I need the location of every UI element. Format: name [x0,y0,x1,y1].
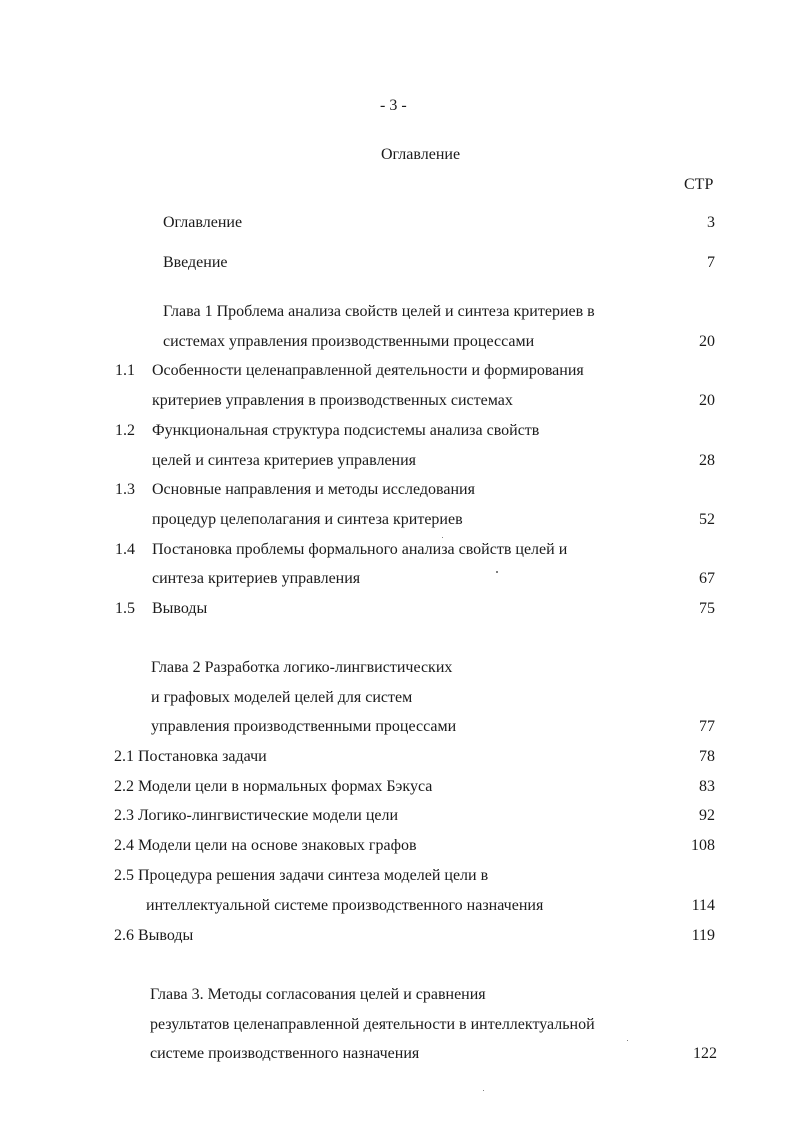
section-title-line: Особенности целенаправленной деятельности и формирования [152,362,584,379]
chapter-heading-line: результатов целенаправленной деятельности в интеллектуальной [150,1016,595,1033]
scan-speck [442,537,443,538]
toc-entry-page: 3 [707,214,715,231]
section-title-line: 2.6 Выводы [114,927,194,944]
toc-entry-page: 7 [707,254,715,271]
section-title-line: синтеза критериев управления [152,570,361,587]
chapter-heading-line: Глава 2 Разработка логико-лингвистических [151,659,453,676]
page-column-header: СТР [684,176,714,193]
section-number: 1.1 [115,362,135,379]
section-number: 1.2 [115,422,135,439]
section-title-line: Функциональная структура подсистемы анализа свойств [152,422,540,439]
section-title-line: процедур целеполагания и синтеза критериев [152,511,463,528]
scan-speck [496,571,498,573]
chapter-page: 77 [699,718,715,735]
chapter-heading-line: системах управления производственными процессами [163,333,535,350]
chapter-heading-line: управления производственными процессами [151,718,457,735]
chapter-page: 20 [699,333,715,350]
section-title-line: Основные направления и методы исследования [152,481,475,498]
section-title-line: критериев управления в производственных системах [152,392,513,409]
section-title-line: целей и синтеза критериев управления [152,452,417,469]
section-title-line: 2.4 Модели цели на основе знаковых графов [114,837,417,854]
section-page: 78 [699,748,715,765]
chapter-heading-line: Глава 1 Проблема анализа свойств целей и синтеза критериев в [163,303,595,320]
section-page: 92 [699,807,715,824]
section-title-line: Выводы [152,600,208,617]
section-title-line: 2.5 Процедура решения задачи синтеза моделей цели в [114,867,489,884]
section-page: 108 [691,837,715,854]
toc-entry-label: Введение [163,254,228,271]
section-title-line: интеллектуальной системе производственного назначения [146,897,544,914]
section-page: 28 [699,452,715,469]
chapter-heading-line: системе производственного назначения [150,1045,420,1062]
scan-speck [627,1040,628,1041]
section-number: 1.5 [115,600,135,617]
section-page: 67 [699,570,715,587]
chapter-heading-line: и графовых моделей целей для систем [151,689,413,706]
chapter-page: 122 [693,1045,717,1062]
page-title: Оглавление [381,146,461,163]
section-title-line: 2.2 Модели цели в нормальных формах Бэкуса [114,778,433,795]
section-number: 1.3 [115,481,135,498]
page-number: - 3 - [380,97,407,114]
section-page: 119 [691,927,715,944]
section-title-line: 2.3 Логико-лингвистические модели цели [114,807,399,824]
chapter-heading-line: Глава 3. Методы согласования целей и сравнения [150,986,486,1003]
section-page: 20 [699,392,715,409]
section-page: 52 [699,511,715,528]
toc-entry-label: Оглавление [163,214,243,231]
section-page: 114 [691,897,715,914]
scan-speck [483,1090,484,1091]
section-number: 1.4 [115,541,135,558]
section-page: 75 [699,600,715,617]
section-page: 83 [699,778,715,795]
section-title-line: 2.1 Постановка задачи [114,748,267,765]
section-title-line: Постановка проблемы формального анализа свойств целей и [152,541,568,558]
